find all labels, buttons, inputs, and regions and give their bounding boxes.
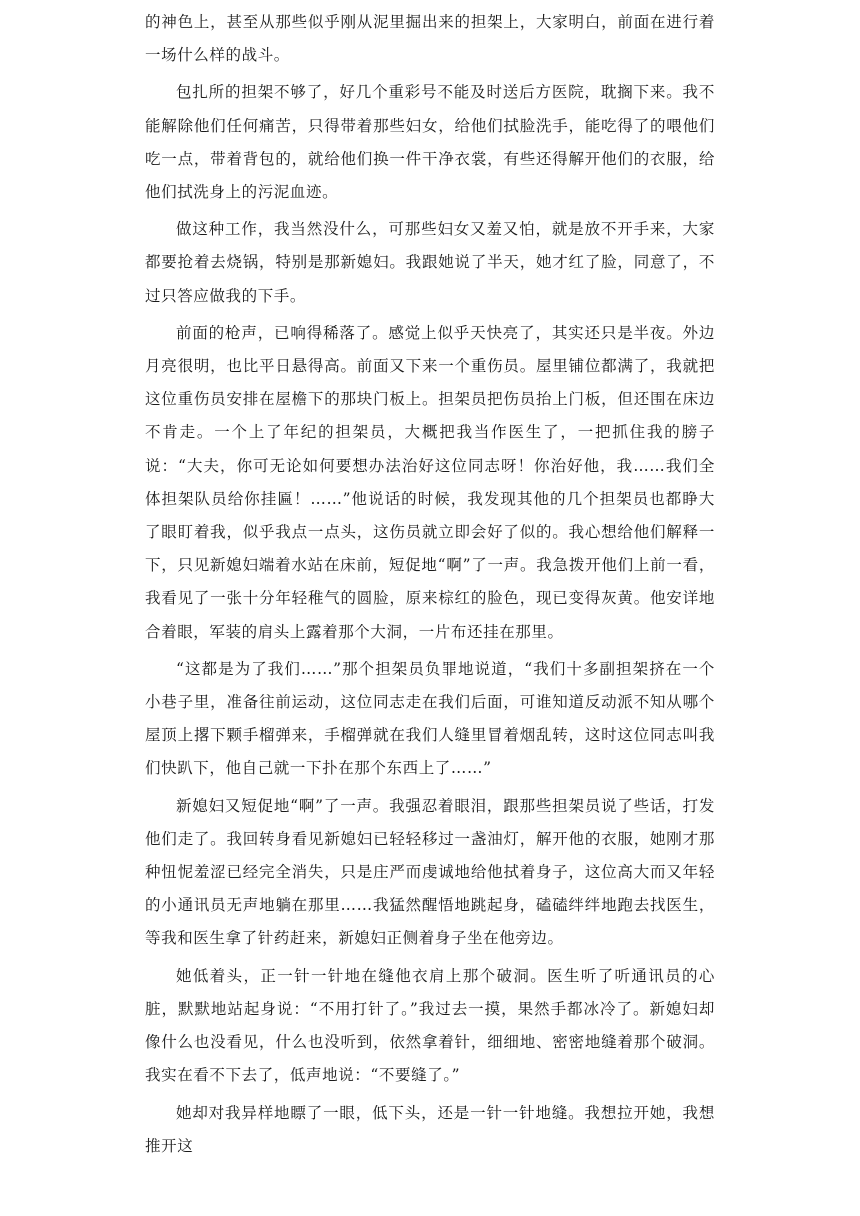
paragraph: 前面的枪声，已响得稀落了。感觉上似乎天快亮了，其实还只是半夜。外边月亮很明，也比平日悬得高。前面又下来一个重伤员。屋里铺位都满了，我就把这位重伤员安排在屋檐下的那块门板上。担架员把伤员抬上门板，但还围在床边不肯走。一个上了年纪的担架员，大概把我当作医生了，一把抓住我的膀子说：“大夫，你可无论如何要想办法治好这位同志呀！你治好他，我……我们全体担架队员给你挂匾！……”他说话的时候，我发现其他的几个担架员也都睁大了眼盯着我，似乎我点一点头，这伤员就立即会好了似的。我心想给他们解释一下，只见新媳妇端着水站在床前，短促地“啊”了一声。我急拨开他们上前一看，我看见了一张十分年轻稚气的圆脸，原来棕红的脸色，现已变得灰黄。他安详地合着眼，军装的肩头上露着那个大洞，一片布还挂在那里。 xyxy=(145,323,715,641)
story-text xyxy=(145,0,715,1155)
paragraph: 新媳妇又短促地“啊”了一声。我强忍着眼泪，跟那些担架员说了些话，打发他们走了。我回转身看见新媳妇已轻轻移过一盏油灯，解开他的衣服，她刚才那种忸怩羞涩已经完全消失，只是庄严而虔诚地给他拭着身子，这位高大而又年轻的小通讯员无声地躺在那里……我猛然醒悟地跳起身，磕磕绊绊地跑去找医生，等我和医生拿了针药赶来，新媳妇正侧着身子坐在他旁边。 xyxy=(145,796,715,948)
paragraph: 她却对我异样地瞟了一眼，低下头，还是一针一针地缝。我想拉开她，我想推开这 xyxy=(145,1103,715,1155)
paragraph: 她低着头，正一针一针地在缝他衣肩上那个破洞。医生听了听通讯员的心脏，默默地站起身说：“不用打针了。”我过去一摸，果然手都冰冷了。新媳妇却像什么也没看见，什么也没听到，依然拿着针，细细地、密密地缝着那个破洞。我实在看不下去了，低声地说：“不要缝了。” xyxy=(145,966,715,1085)
paragraph: “这都是为了我们……”那个担架员负罪地说道，“我们十多副担架挤在一个小巷子里，准备往前运动，这位同志走在我们后面，可谁知道反动派不知从哪个屋顶上撂下颗手榴弹来，手榴弹就在我们人缝里冒着烟乱转，这时这位同志叫我们快趴下，他自己就一下扑在那个东西上了……” xyxy=(145,659,715,778)
paragraph: 包扎所的担架不够了，好几个重彩号不能及时送后方医院，耽搁下来。我不能解除他们任何痛苦，只得带着那些妇女，给他们拭脸洗手，能吃得了的喂他们吃一点，带着背包的，就给他们换一件干净衣裳，有些还得解开他们的衣服，给他们拭洗身上的污泥血迹。 xyxy=(145,83,715,202)
paragraph: 的神色上，甚至从那些似乎刚从泥里掘出来的担架上，大家明白，前面在进行着一场什么样的战斗。 xyxy=(145,13,715,65)
paragraph: 做这种工作，我当然没什么，可那些妇女又羞又怕，就是放不开手来，大家都要抢着去烧锅，特别是那新媳妇。我跟她说了半天，她才红了脸，同意了，不过只答应做我的下手。 xyxy=(145,220,715,305)
